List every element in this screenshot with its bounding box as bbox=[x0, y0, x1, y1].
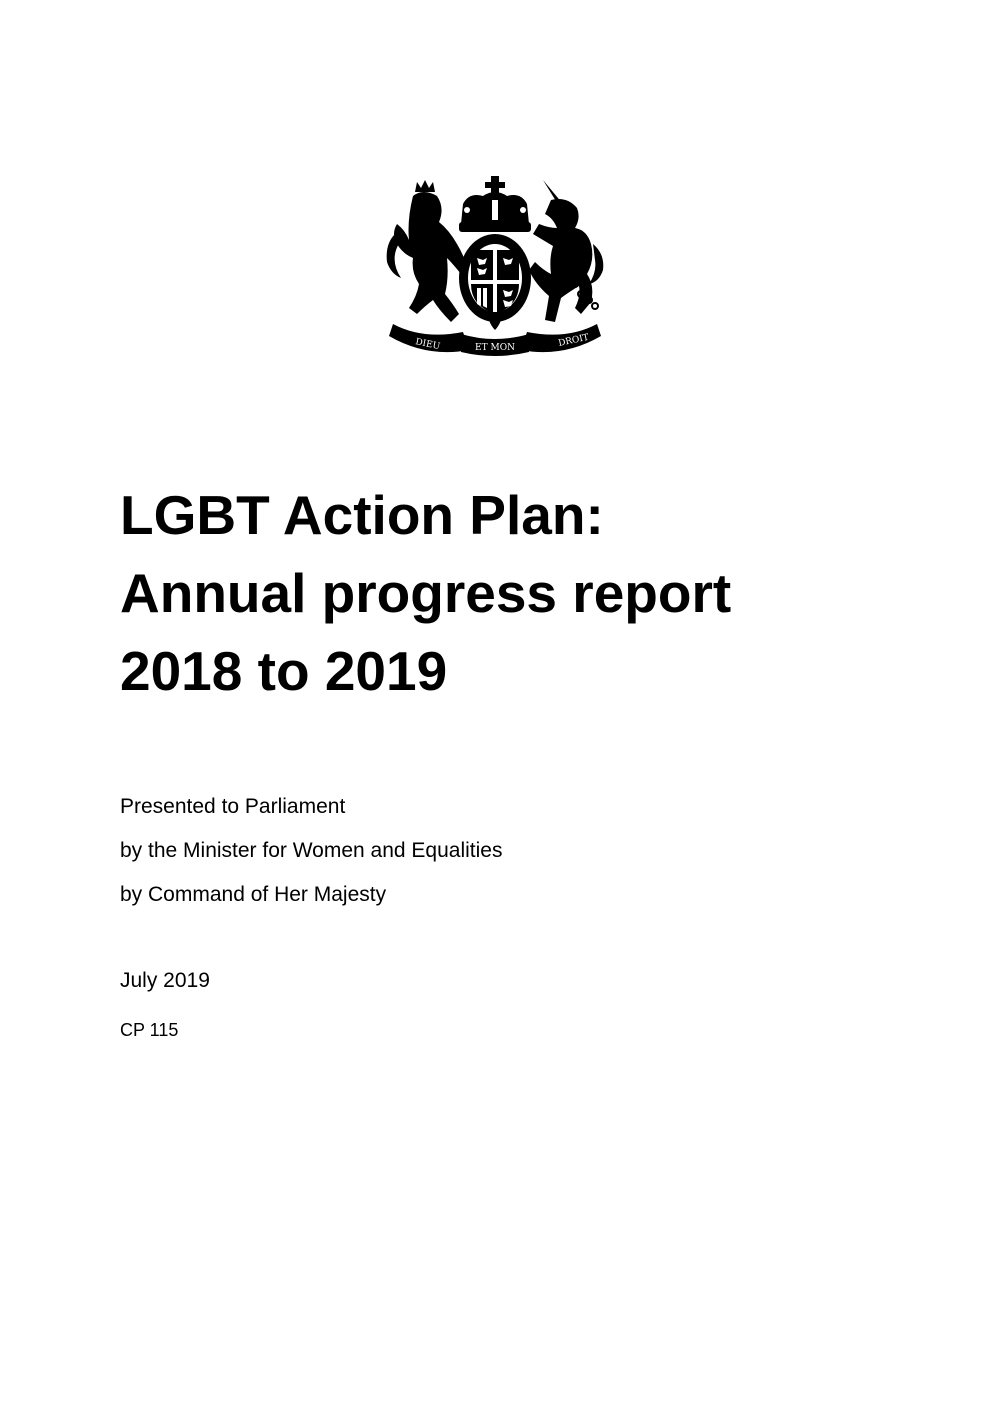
svg-text:DROIT: DROIT bbox=[557, 332, 590, 349]
title-line-3: 2018 to 2019 bbox=[120, 640, 448, 702]
document-title bbox=[120, 476, 731, 710]
svg-text:DIEU: DIEU bbox=[414, 337, 441, 353]
royal-coat-of-arms-icon bbox=[383, 174, 607, 356]
title-line-1: LGBT Action Plan: bbox=[120, 484, 604, 546]
title-line-2: Annual progress report bbox=[120, 562, 732, 624]
presentation-line-1: Presented to Parliament bbox=[120, 795, 346, 818]
command-paper-number: CP 115 bbox=[120, 1020, 179, 1040]
presentation-line-2: by the Minister for Women and Equalities bbox=[120, 839, 503, 862]
presentation-statement bbox=[120, 785, 502, 917]
svg-text:ET MON: ET MON bbox=[475, 343, 515, 353]
presentation-line-3: by Command of Her Majesty bbox=[120, 883, 387, 906]
publication-date: July 2019 bbox=[120, 969, 210, 992]
